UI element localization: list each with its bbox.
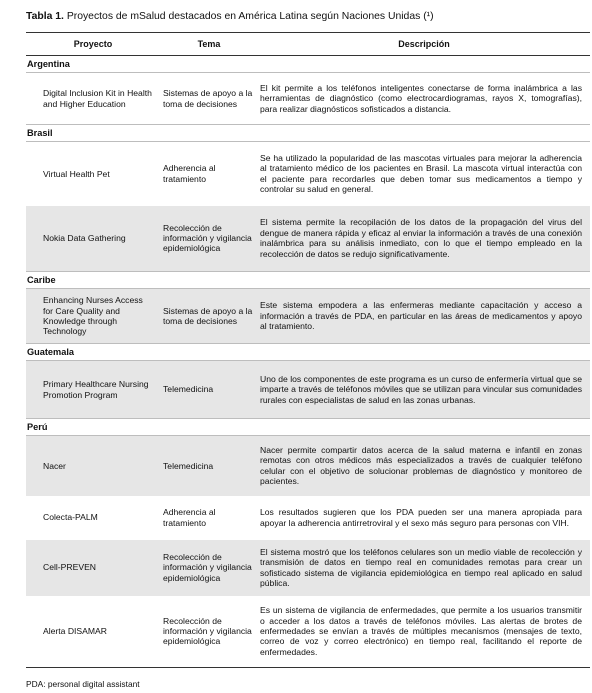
section-row-brasil	[26, 125, 590, 142]
project-topic: Recolección de información y vigilancia epidemiológica	[160, 540, 258, 596]
table-row	[26, 540, 590, 596]
project-description: Uno de los componentes de este programa es un curso de enfermería virtual que se imparte a través de teléfonos móviles que se utilizan para vincular sus comunidades rurales con especialistas de salud en las zonas urbanas.	[258, 361, 590, 419]
table-row	[26, 289, 590, 344]
table-row	[26, 496, 590, 540]
table-row	[26, 436, 590, 496]
header-proyecto: Proyecto	[26, 33, 160, 56]
section-title: Guatemala	[26, 344, 590, 361]
section-row-caribe	[26, 272, 590, 289]
project-name: Alerta DISAMAR	[26, 596, 160, 668]
table-row	[26, 361, 590, 419]
section-row-peru	[26, 419, 590, 436]
project-topic: Recolección de información y vigilancia epidemiológica	[160, 206, 258, 272]
project-description: El sistema permite la recopilación de los datos de la propagación del virus del dengue de manera rápida y eficaz al enviar la información a través de una conexión inalámbrica para su análisis inmediato, con lo que el tiempo empleado en la recolección de datos se redujo significativamente.	[258, 206, 590, 272]
project-name: Nokia Data Gathering	[26, 206, 160, 272]
project-description: El sistema mostró que los teléfonos celulares son un medio viable de recolección y transmisión de datos en tiempo real en comunidades remotas para crear un sofisticado sistema de vigilancia epidemiológica en tiempo real aplicado en salud pública.	[258, 540, 590, 596]
project-name: Enhancing Nurses Access for Care Quality and Knowledge through Technology	[26, 289, 160, 344]
section-row-argentina	[26, 56, 590, 73]
table-footnote: PDA: personal digital assistant	[26, 679, 140, 689]
section-row-guatemala	[26, 344, 590, 361]
header-descripcion: Descripción	[258, 33, 590, 56]
section-title: Caribe	[26, 272, 590, 289]
table-caption-text: Proyectos de mSalud destacados en América Latina según Naciones Unidas (¹)	[66, 11, 434, 22]
table-row	[26, 596, 590, 668]
project-description: Nacer permite compartir datos acerca de la salud materna e infantil en zonas remotas con otros médicos más especializados a través de cualquier teléfono celular con el objetivo de solucionar problemas de diagnóstico y monitoreo de pacientes.	[258, 436, 590, 496]
section-title: Argentina	[26, 56, 590, 73]
project-topic: Telemedicina	[160, 361, 258, 419]
project-name: Primary Healthcare Nursing Promotion Program	[26, 361, 160, 419]
table-caption-label: Tabla 1.	[26, 11, 64, 22]
project-topic: Recolección de información y vigilancia epidemiológica	[160, 596, 258, 668]
project-topic: Adherencia al tratamiento	[160, 142, 258, 206]
project-topic: Adherencia al tratamiento	[160, 496, 258, 540]
project-topic: Sistemas de apoyo a la toma de decisiones	[160, 289, 258, 344]
project-topic: Sistemas de apoyo a la toma de decisiones	[160, 73, 258, 125]
project-name: Nacer	[26, 436, 160, 496]
table-header-row	[26, 33, 590, 56]
project-name: Colecta-PALM	[26, 496, 160, 540]
table-row	[26, 142, 590, 206]
project-topic: Telemedicina	[160, 436, 258, 496]
header-tema: Tema	[160, 33, 258, 56]
section-title: Brasil	[26, 125, 590, 142]
project-description: El kit permite a los teléfonos inteligentes conectarse de forma inalámbrica a las herramientas de diagnóstico (como electrocardiogramas, rayos X, tomografías), para realizar diagnósticos sofisticados a distancia.	[258, 73, 590, 125]
project-name: Virtual Health Pet	[26, 142, 160, 206]
table-row	[26, 73, 590, 125]
project-description: Es un sistema de vigilancia de enfermedades, que permite a los usuarios transmitir o acceder a los datos a través de teléfonos móviles. Las alertas de brotes de enfermedades se envían a través de múltiples mecanismos (mensajes de texto, correo de voz y correo electrónico) en tiempo real, facilitando el reporte de enfermedades.	[258, 596, 590, 668]
project-description: Los resultados sugieren que los PDA pueden ser una manera apropiada para apoyar la adherencia antirretroviral y el sexo más seguro para personas con VIH.	[258, 496, 590, 540]
project-name: Cell-PREVEN	[26, 540, 160, 596]
project-name: Digital Inclusion Kit in Health and Higher Education	[26, 73, 160, 125]
section-title: Perú	[26, 419, 590, 436]
table-row	[26, 206, 590, 272]
mhealth-projects-table	[26, 32, 590, 668]
project-description: Se ha utilizado la popularidad de las mascotas virtuales para mejorar la adherencia al tratamiento médico de los pacientes en Brasil. La mascota virtual interactúa con el paciente para recordarles que deben tomar sus medicamentos a tiempo y controlar su salud en general.	[258, 142, 590, 206]
table-caption	[26, 10, 434, 23]
project-description: Este sistema empodera a las enfermeras mediante capacitación y acceso a información a través de PDA, en particular en las áreas de medicamentos y apoyo al tratamiento.	[258, 289, 590, 344]
